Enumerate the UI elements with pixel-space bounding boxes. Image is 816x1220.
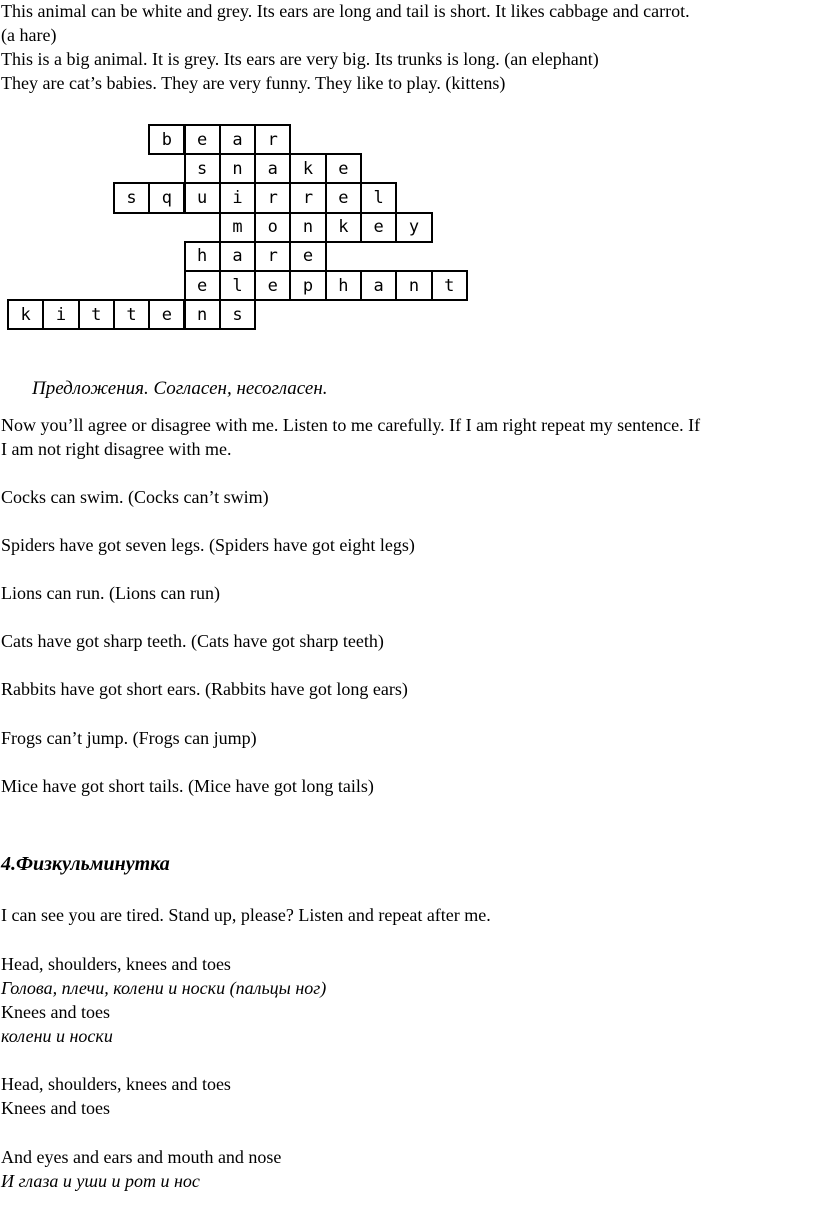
riddle-line: They are cat’s babies. They are very funny. They like to play. (kittens) — [1, 73, 506, 93]
song-line: Head, shoulders, knees and toes — [1, 1074, 231, 1094]
crossword-cell: b — [148, 124, 185, 155]
crossword-cell: a — [254, 153, 291, 184]
crossword-cell: e — [148, 299, 185, 330]
crossword-cell: s — [219, 299, 256, 330]
crossword-cell: h — [184, 241, 221, 272]
section-title: 4.Физкульминутка — [1, 853, 170, 875]
song-line-translation: И глаза и уши и рот и нос — [1, 1171, 200, 1191]
page-heading: Предложения. Согласен, несогласен. — [32, 378, 328, 399]
crossword-cell: q — [148, 182, 185, 213]
crossword-cell: h — [325, 270, 362, 301]
crossword-cell: n — [184, 299, 221, 330]
instruction-line: I am not right disagree with me. — [1, 439, 232, 459]
crossword-cell: e — [325, 182, 362, 213]
crossword-cell: e — [254, 270, 291, 301]
statement: Rabbits have got short ears. (Rabbits have got long ears) — [1, 679, 408, 699]
crossword-cell: s — [184, 153, 221, 184]
song-line: Knees and toes — [1, 1002, 110, 1022]
crossword-cell: k — [7, 299, 44, 330]
instruction-line: Now you’ll agree or disagree with me. Listen to me carefully. If I am right repeat my sentence. If — [1, 415, 701, 435]
crossword-cell: u — [184, 182, 221, 213]
crossword-cell: t — [113, 299, 150, 330]
song-line: Head, shoulders, knees and toes — [1, 954, 231, 974]
riddle-line: This is a big animal. It is grey. Its ears are very big. Its trunks is long. (an elephant) — [1, 49, 599, 69]
crossword-cell: n — [289, 212, 326, 243]
song-line: Knees and toes — [1, 1098, 110, 1118]
song-line-translation: колени и носки — [1, 1026, 113, 1046]
song-line-translation: Голова, плечи, колени и носки (пальцы ног) — [1, 978, 327, 998]
crossword-cell: a — [219, 241, 256, 272]
crossword-cell: l — [219, 270, 256, 301]
crossword-cell: o — [254, 212, 291, 243]
riddle-line: (a hare) — [1, 25, 57, 45]
crossword-cell: i — [42, 299, 79, 330]
crossword-cell: p — [289, 270, 326, 301]
statement: Spiders have got seven legs. (Spiders have got eight legs) — [1, 535, 415, 555]
crossword-cell: l — [360, 182, 397, 213]
crossword-cell: a — [219, 124, 256, 155]
crossword-cell: m — [219, 212, 256, 243]
crossword-cell: t — [78, 299, 115, 330]
crossword-cell: e — [360, 212, 397, 243]
crossword-cell: e — [325, 153, 362, 184]
statement: Frogs can’t jump. (Frogs can jump) — [1, 728, 257, 748]
crossword-cell: n — [395, 270, 432, 301]
statement: Cats have got sharp teeth. (Cats have got sharp teeth) — [1, 631, 384, 651]
crossword-cell: r — [254, 241, 291, 272]
riddle-line: This animal can be white and grey. Its ears are long and tail is short. It likes cabbage and carrot. — [1, 1, 690, 21]
crossword-cell: y — [395, 212, 432, 243]
crossword-cell: a — [360, 270, 397, 301]
crossword-cell: n — [219, 153, 256, 184]
statement: Lions can run. (Lions can run) — [1, 583, 220, 603]
crossword-cell: t — [431, 270, 468, 301]
crossword-cell: e — [184, 270, 221, 301]
crossword-cell: r — [254, 182, 291, 213]
song-line: And eyes and ears and mouth and nose — [1, 1147, 282, 1167]
crossword-cell: e — [289, 241, 326, 272]
crossword-cell: r — [289, 182, 326, 213]
crossword-cell: e — [184, 124, 221, 155]
crossword-cell: i — [219, 182, 256, 213]
crossword-cell: k — [289, 153, 326, 184]
warmup-intro: I can see you are tired. Stand up, please? Listen and repeat after me. — [1, 905, 491, 925]
crossword-cell: s — [113, 182, 150, 213]
crossword-cell: k — [325, 212, 362, 243]
statement: Cocks can swim. (Cocks can’t swim) — [1, 487, 269, 507]
crossword-cell: r — [254, 124, 291, 155]
statement: Mice have got short tails. (Mice have got long tails) — [1, 776, 374, 796]
